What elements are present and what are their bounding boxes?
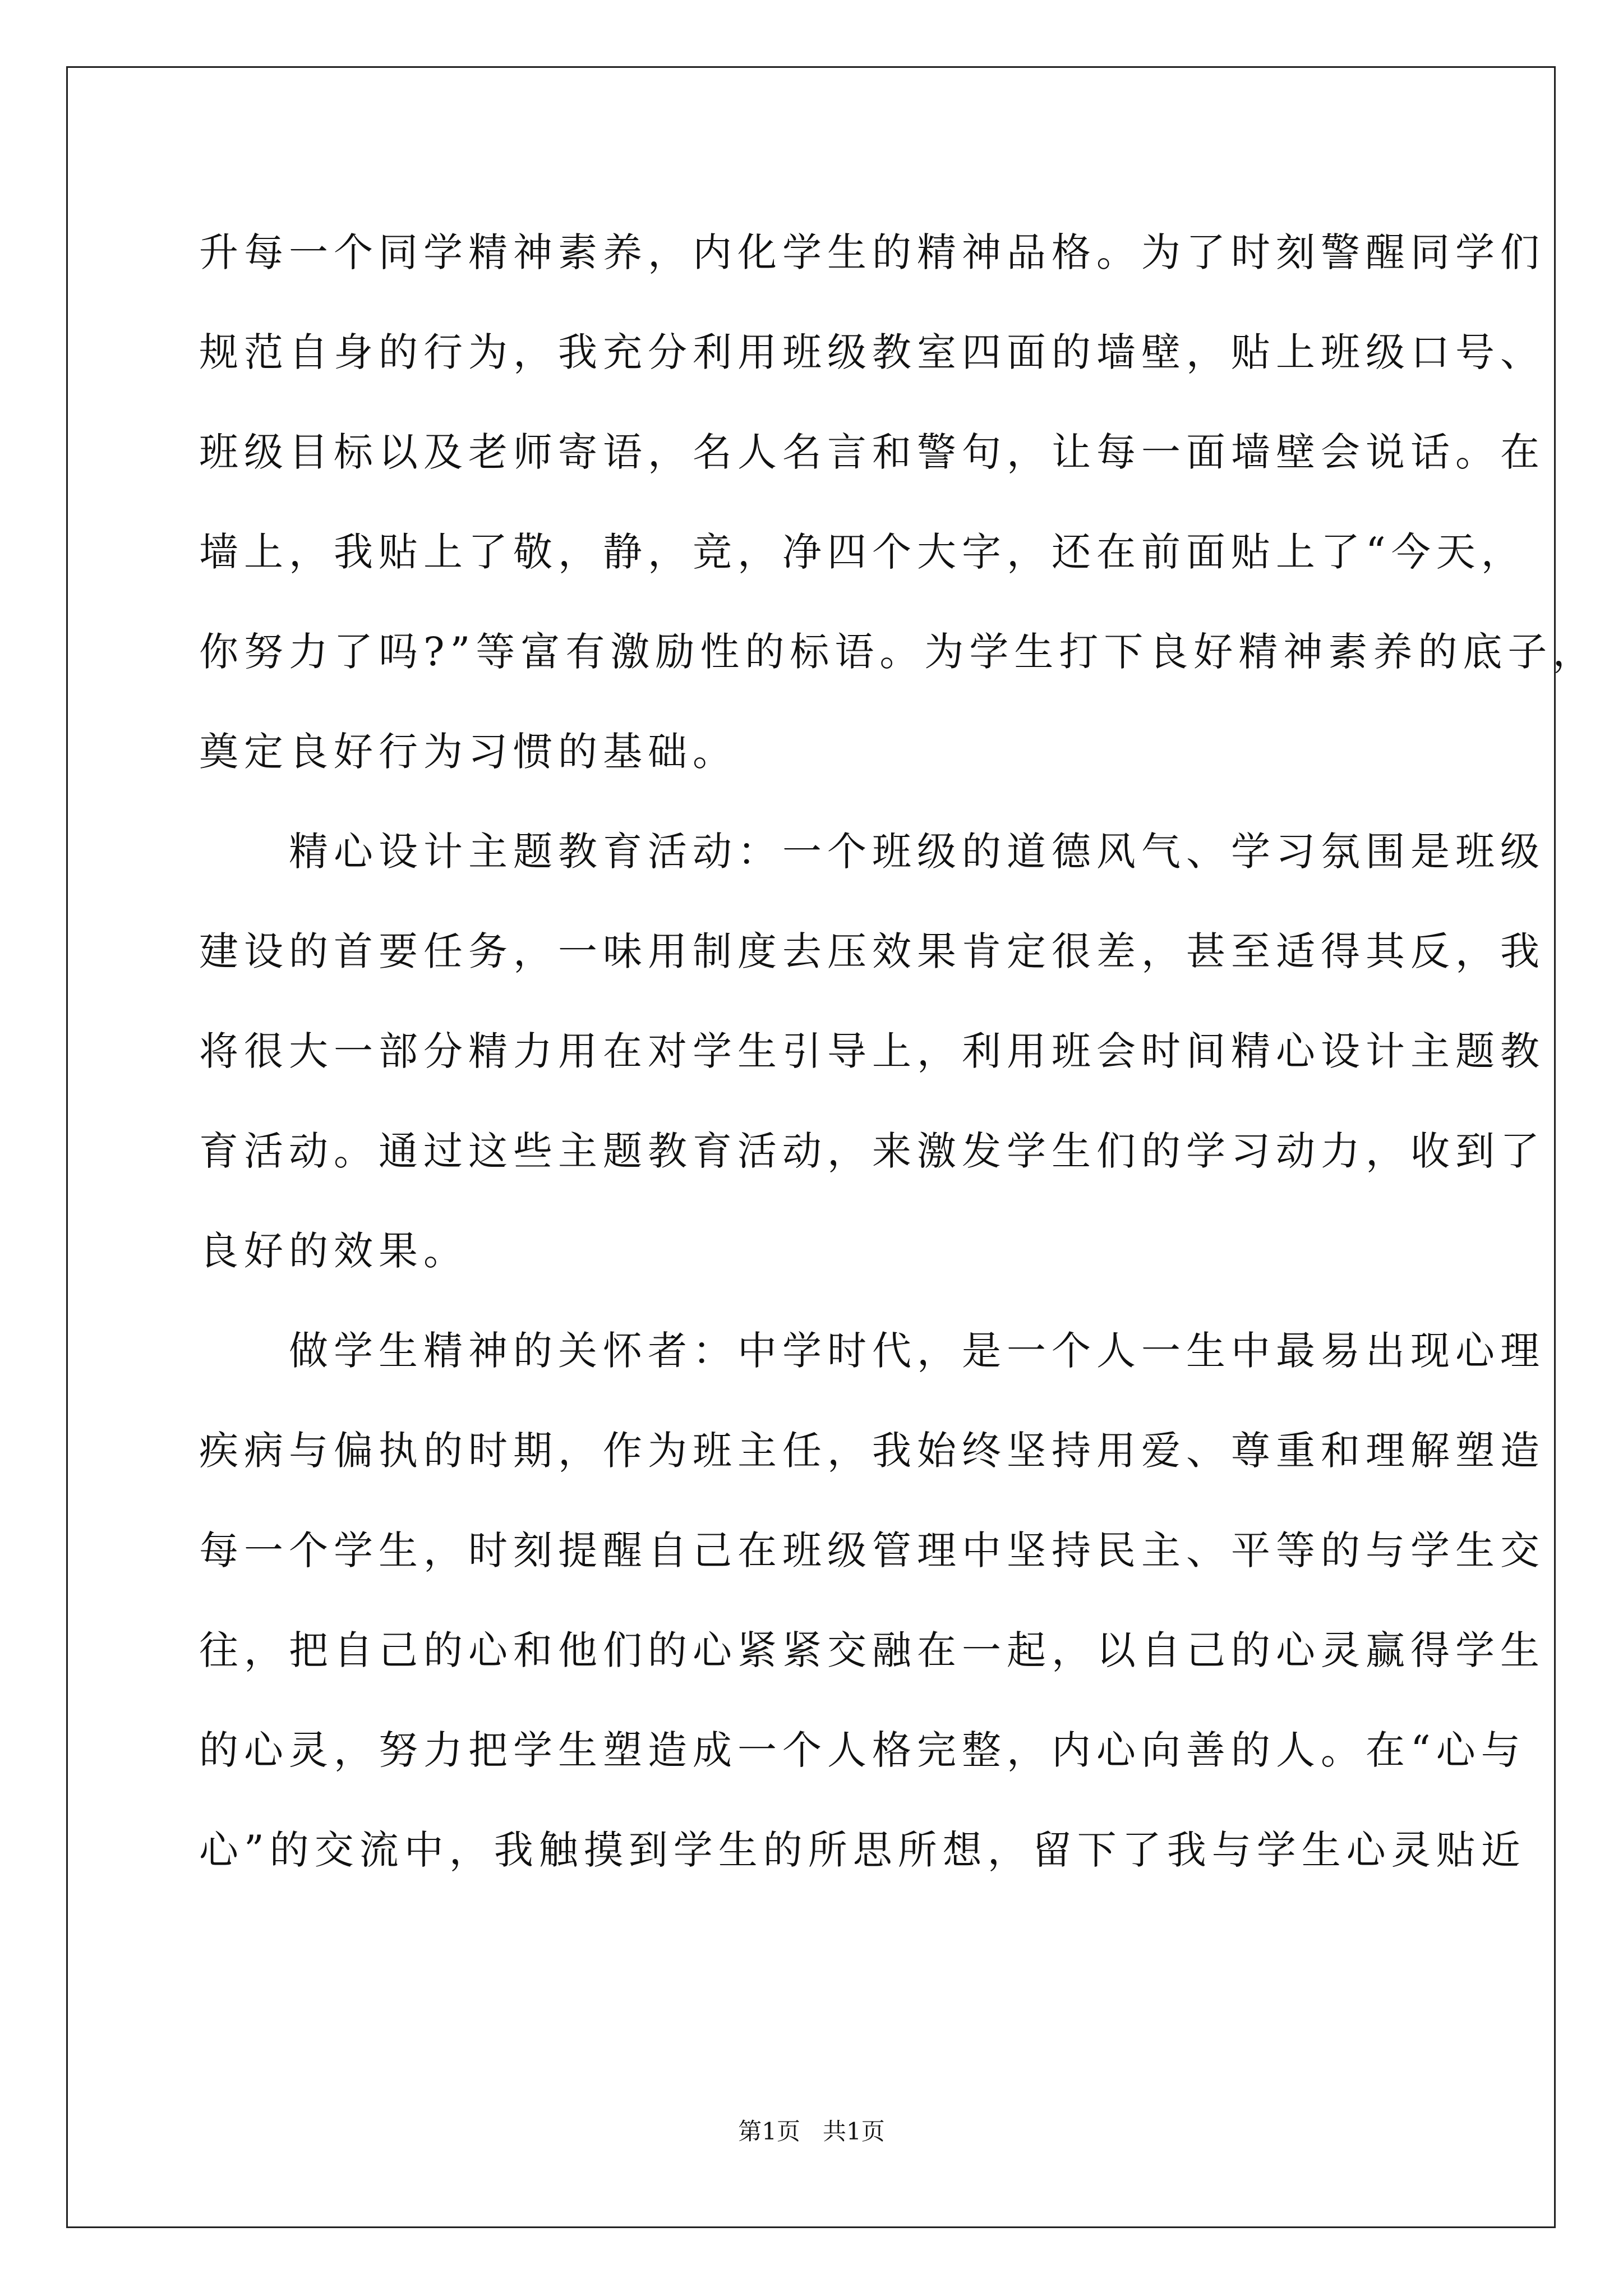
text-line: 心”的交流中，我触摸到学生的所思所想，留下了我与学生心灵贴近 (199, 1827, 1526, 1873)
text-line: 升每一个同学精神素养，内化学生的精神品格。为了时刻警醒同学们 (199, 229, 1545, 275)
text-line: 精心设计主题教育活动：一个班级的道德风气、学习氛围是班级 (199, 829, 1545, 875)
page-number-total: 共1页 (823, 2118, 885, 2145)
text-line: 将很大一部分精力用在对学生引导上，利用班会时间精心设计主题教 (199, 1028, 1545, 1074)
text-line: 班级目标以及老师寄语，名人名言和警句，让每一面墙壁会说话。在 (199, 429, 1545, 475)
text-line: 疾病与偏执的时期，作为班主任，我始终坚持用爱、尊重和理解塑造 (199, 1428, 1545, 1474)
text-line: 奠定良好行为习惯的基础。 (199, 729, 737, 775)
text-line: 良好的效果。 (199, 1228, 468, 1274)
page-number-current: 第1页 (738, 2118, 800, 2145)
page-footer (0, 2115, 1623, 2148)
text-line: 规范自身的行为，我充分利用班级教室四面的墙壁，贴上班级口号、 (199, 329, 1545, 375)
text-line: 每一个学生，时刻提醒自己在班级管理中坚持民主、平等的与学生交 (199, 1527, 1545, 1573)
text-line: 墙上，我贴上了敬，静，竞，净四个大字，还在前面贴上了“今天， (199, 529, 1526, 575)
text-line: 育活动。通过这些主题教育活动，来激发学生们的学习动力，收到了 (199, 1128, 1545, 1174)
text-line: 的心灵，努力把学生塑造成一个人格完整，内心向善的人。在“心与 (199, 1727, 1526, 1773)
text-line: 你努力了吗?”等富有激励性的标语。为学生打下良好精神素养的底子， (199, 629, 1598, 675)
text-line: 往，把自己的心和他们的心紧紧交融在一起，以自己的心灵赢得学生 (199, 1627, 1545, 1673)
text-line: 做学生精神的关怀者：中学时代，是一个人一生中最易出现心理 (199, 1328, 1545, 1374)
text-line: 建设的首要任务，一味用制度去压效果肯定很差，甚至适得其反，我 (199, 928, 1545, 974)
